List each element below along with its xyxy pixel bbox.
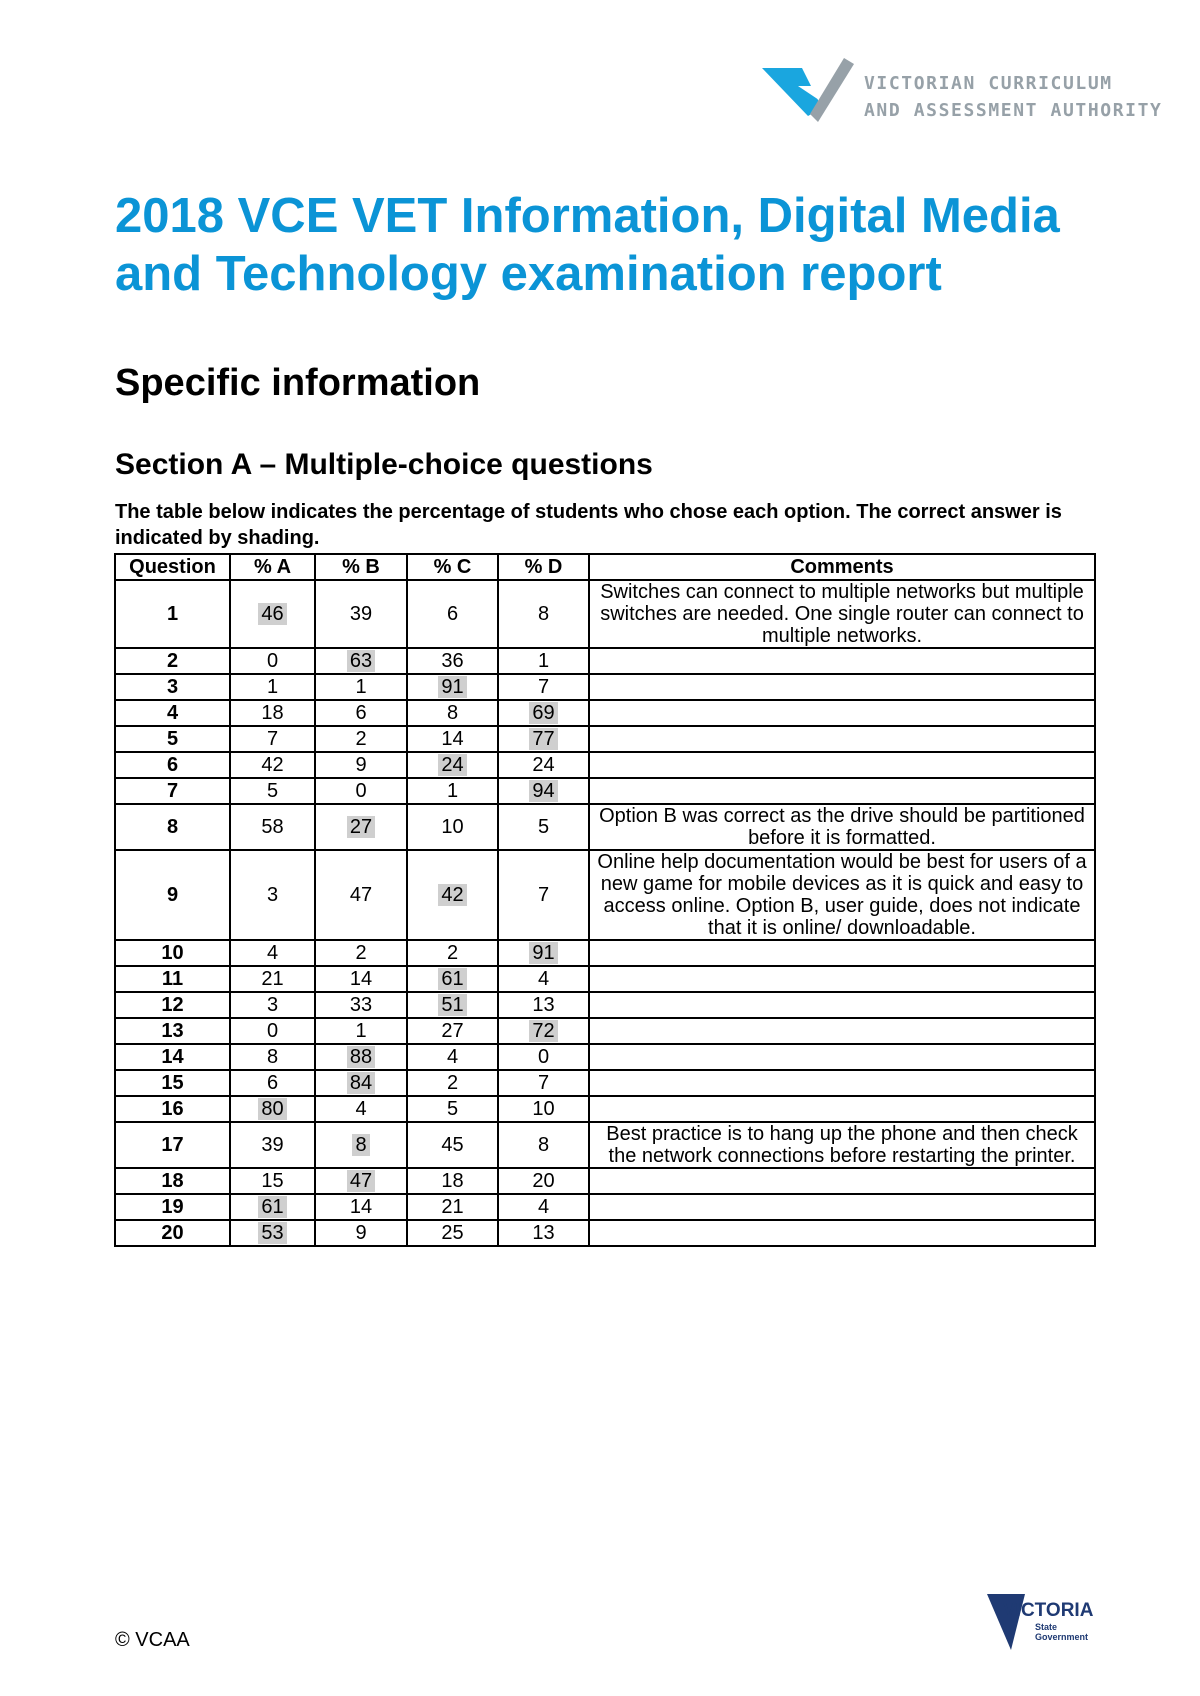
- option-value: 8: [446, 702, 459, 724]
- option-a-cell: [230, 726, 315, 752]
- option-value: 42: [261, 754, 284, 776]
- option-c-cell: [407, 1096, 498, 1122]
- option-b-cell: [315, 1168, 407, 1194]
- option-value: 7: [266, 728, 279, 750]
- question-number: 14: [115, 1044, 230, 1070]
- option-value: 58: [261, 816, 284, 838]
- question-number: 10: [115, 940, 230, 966]
- option-value: 1: [537, 650, 550, 672]
- option-a-cell: [230, 992, 315, 1018]
- option-value: 1: [355, 676, 367, 698]
- option-value: 4: [266, 942, 279, 964]
- option-d-cell: [498, 648, 589, 674]
- option-value: 3: [266, 884, 279, 906]
- question-number: 1: [115, 580, 230, 648]
- question-number: 12: [115, 992, 230, 1018]
- option-value: 14: [441, 728, 464, 750]
- comment-cell: [589, 940, 1095, 966]
- title-line-1: 2018 VCE VET Information, Digital Media: [115, 189, 1060, 243]
- correct-answer-value: 91: [438, 676, 466, 698]
- option-value: 2: [446, 942, 459, 964]
- option-c-cell: [407, 850, 498, 940]
- correct-answer-value: 51: [438, 994, 466, 1016]
- option-value: 0: [266, 1020, 279, 1042]
- option-value: 10: [532, 1098, 555, 1120]
- option-value: 0: [355, 780, 367, 802]
- option-value: 2: [355, 728, 367, 750]
- correct-answer-value: 72: [529, 1020, 557, 1042]
- option-d-cell: [498, 992, 589, 1018]
- option-value: 10: [441, 816, 464, 838]
- correct-answer-value: 46: [258, 603, 286, 625]
- option-c-cell: [407, 674, 498, 700]
- option-d-cell: [498, 674, 589, 700]
- option-b-cell: [315, 804, 407, 850]
- question-number: 19: [115, 1194, 230, 1220]
- option-b-cell: [315, 1070, 407, 1096]
- table-row: [115, 940, 1095, 966]
- option-a-cell: [230, 1168, 315, 1194]
- correct-answer-value: 80: [258, 1098, 286, 1120]
- question-number: 3: [115, 674, 230, 700]
- option-value: 21: [261, 968, 284, 990]
- table-row: [115, 850, 1095, 940]
- option-c-cell: [407, 992, 498, 1018]
- option-value: 18: [441, 1170, 464, 1192]
- table-row: [115, 1044, 1095, 1070]
- option-d-cell: [498, 1122, 589, 1168]
- vcaa-logo: [758, 56, 1163, 124]
- header-option-a: % A: [230, 554, 315, 580]
- question-number: 6: [115, 752, 230, 778]
- option-value: 2: [446, 1072, 459, 1094]
- results-table: [114, 553, 1096, 1247]
- option-b-cell: [315, 1122, 407, 1168]
- correct-answer-value: 61: [438, 968, 466, 990]
- option-c-cell: [407, 940, 498, 966]
- option-c-cell: [407, 726, 498, 752]
- table-header-row: [115, 554, 1095, 580]
- correct-answer-value: 69: [529, 702, 557, 724]
- option-value: 6: [355, 702, 367, 724]
- option-d-cell: [498, 700, 589, 726]
- option-b-cell: [315, 1194, 407, 1220]
- option-a-cell: [230, 1096, 315, 1122]
- comment-cell: [589, 726, 1095, 752]
- option-value: 4: [355, 1098, 367, 1120]
- option-d-cell: [498, 778, 589, 804]
- question-number: 20: [115, 1220, 230, 1246]
- table-row: [115, 1122, 1095, 1168]
- option-value: 2: [355, 942, 367, 964]
- option-value: 0: [537, 1046, 550, 1068]
- correct-answer-value: 61: [258, 1196, 286, 1218]
- option-c-cell: [407, 778, 498, 804]
- header-option-d: % D: [498, 554, 589, 580]
- option-value: 13: [532, 994, 555, 1016]
- option-value: 7: [537, 1072, 550, 1094]
- option-c-cell: [407, 752, 498, 778]
- option-value: 6: [266, 1072, 279, 1094]
- option-value: 7: [537, 884, 550, 906]
- table-row: [115, 1194, 1095, 1220]
- comment-cell: [589, 674, 1095, 700]
- question-number: 17: [115, 1122, 230, 1168]
- option-value: 9: [355, 754, 367, 776]
- comment-cell: Switches can connect to multiple networks but multiple switches are needed. One single router can connect to multiple networks.: [589, 580, 1095, 648]
- option-value: 27: [441, 1020, 464, 1042]
- option-a-cell: [230, 966, 315, 992]
- victoria-state-government-logo-icon: [985, 1592, 1095, 1654]
- table-row: [115, 752, 1095, 778]
- option-c-cell: [407, 1194, 498, 1220]
- header-comments: Comments: [589, 554, 1095, 580]
- option-a-cell: [230, 1194, 315, 1220]
- option-d-cell: [498, 804, 589, 850]
- comment-cell: [589, 1018, 1095, 1044]
- vcaa-logo-text: [864, 70, 1163, 124]
- correct-answer-value: 88: [347, 1046, 375, 1068]
- header-option-b: % B: [315, 554, 407, 580]
- option-value: 0: [266, 650, 279, 672]
- option-value: 14: [349, 1196, 373, 1218]
- option-b-cell: [315, 1096, 407, 1122]
- document-title: [115, 187, 1115, 303]
- comment-cell: [589, 1096, 1095, 1122]
- correct-answer-value: 27: [347, 816, 375, 838]
- option-value: 3: [266, 994, 279, 1016]
- intro-text: The table below indicates the percentage of students who chose each option. The correct answer is indicated by shading.: [115, 501, 1062, 549]
- option-value: 1: [446, 780, 459, 802]
- option-b-cell: [315, 752, 407, 778]
- comment-cell: [589, 1194, 1095, 1220]
- question-number: 8: [115, 804, 230, 850]
- table-row: [115, 580, 1095, 648]
- option-b-cell: [315, 940, 407, 966]
- option-d-cell: [498, 1070, 589, 1096]
- option-c-cell: [407, 1070, 498, 1096]
- correct-answer-value: 24: [438, 754, 466, 776]
- option-a-cell: [230, 648, 315, 674]
- option-value: 1: [266, 676, 279, 698]
- option-value: 33: [349, 994, 373, 1016]
- correct-answer-value: 94: [529, 780, 557, 802]
- option-a-cell: [230, 580, 315, 648]
- table-row: [115, 1018, 1095, 1044]
- section-heading: Specific information: [115, 362, 481, 404]
- option-d-cell: [498, 1018, 589, 1044]
- question-number: 18: [115, 1168, 230, 1194]
- option-c-cell: [407, 1168, 498, 1194]
- comment-cell: [589, 1168, 1095, 1194]
- option-a-cell: [230, 1122, 315, 1168]
- option-b-cell: [315, 648, 407, 674]
- table-row: [115, 966, 1095, 992]
- comment-cell: Best practice is to hang up the phone and then check the network connections before restarting the printer.: [589, 1122, 1095, 1168]
- correct-answer-value: 53: [258, 1222, 286, 1244]
- comment-cell: Online help documentation would be best for users of a new game for mobile devices as it is quick and easy to access online. Option B, user guide, does not indicate that it is online/ downloadable.: [589, 850, 1095, 940]
- option-value: 39: [349, 603, 373, 625]
- option-value: 8: [266, 1046, 279, 1068]
- option-d-cell: [498, 1044, 589, 1070]
- question-number: 15: [115, 1070, 230, 1096]
- question-number: 13: [115, 1018, 230, 1044]
- option-d-cell: [498, 726, 589, 752]
- question-number: 7: [115, 778, 230, 804]
- option-c-cell: [407, 966, 498, 992]
- correct-answer-value: 84: [347, 1072, 375, 1094]
- comment-cell: Option B was correct as the drive should be partitioned before it is formatted.: [589, 804, 1095, 850]
- option-value: 13: [532, 1222, 555, 1244]
- option-value: 14: [349, 968, 373, 990]
- question-number: 11: [115, 966, 230, 992]
- option-value: 47: [349, 884, 373, 906]
- comment-cell: [589, 778, 1095, 804]
- option-value: 8: [537, 1134, 550, 1156]
- option-b-cell: [315, 674, 407, 700]
- option-c-cell: [407, 1220, 498, 1246]
- option-value: 7: [537, 676, 550, 698]
- option-value: 1: [355, 1020, 367, 1042]
- option-c-cell: [407, 580, 498, 648]
- option-b-cell: [315, 700, 407, 726]
- gov-logo-main-text: VICTORIA: [1003, 1600, 1094, 1621]
- option-b-cell: [315, 992, 407, 1018]
- option-value: 21: [441, 1196, 464, 1218]
- comment-cell: [589, 1220, 1095, 1246]
- subsection-heading: Section A – Multiple-choice questions: [115, 448, 653, 481]
- title-line-2: and Technology examination report: [115, 247, 942, 301]
- table-row: [115, 778, 1095, 804]
- option-c-cell: [407, 1122, 498, 1168]
- correct-answer-value: 8: [352, 1134, 369, 1156]
- gov-logo-sub2-text: Government: [1035, 1632, 1089, 1642]
- option-a-cell: [230, 674, 315, 700]
- table-row: [115, 1220, 1095, 1246]
- question-number: 4: [115, 700, 230, 726]
- option-c-cell: [407, 1018, 498, 1044]
- comment-cell: [589, 992, 1095, 1018]
- option-d-cell: [498, 940, 589, 966]
- option-value: 36: [441, 650, 464, 672]
- table-row: [115, 1096, 1095, 1122]
- correct-answer-value: 77: [529, 728, 557, 750]
- option-b-cell: [315, 1220, 407, 1246]
- option-a-cell: [230, 1070, 315, 1096]
- question-number: 9: [115, 850, 230, 940]
- table-row: [115, 700, 1095, 726]
- option-b-cell: [315, 1018, 407, 1044]
- comment-cell: [589, 966, 1095, 992]
- option-b-cell: [315, 850, 407, 940]
- option-value: 18: [261, 702, 284, 724]
- option-a-cell: [230, 752, 315, 778]
- option-value: 9: [355, 1222, 367, 1244]
- option-a-cell: [230, 850, 315, 940]
- comment-cell: [589, 1044, 1095, 1070]
- option-value: 45: [441, 1134, 464, 1156]
- table-row: [115, 1070, 1095, 1096]
- option-d-cell: [498, 1096, 589, 1122]
- option-b-cell: [315, 726, 407, 752]
- option-d-cell: [498, 752, 589, 778]
- comment-cell: [589, 648, 1095, 674]
- option-a-cell: [230, 940, 315, 966]
- option-a-cell: [230, 778, 315, 804]
- option-a-cell: [230, 804, 315, 850]
- option-b-cell: [315, 580, 407, 648]
- logo-line-2: AND ASSESSMENT AUTHORITY: [864, 100, 1163, 121]
- header-option-c: % C: [407, 554, 498, 580]
- option-value: 6: [446, 603, 459, 625]
- option-d-cell: [498, 1194, 589, 1220]
- option-b-cell: [315, 778, 407, 804]
- option-value: 4: [537, 968, 550, 990]
- comment-cell: [589, 1070, 1095, 1096]
- option-a-cell: [230, 1220, 315, 1246]
- option-c-cell: [407, 804, 498, 850]
- option-value: 15: [261, 1170, 284, 1192]
- option-c-cell: [407, 1044, 498, 1070]
- option-value: 5: [537, 816, 550, 838]
- table-row: [115, 1168, 1095, 1194]
- option-value: 24: [532, 754, 555, 776]
- option-value: 39: [261, 1134, 284, 1156]
- vcaa-logo-mark-icon: [758, 56, 858, 124]
- option-a-cell: [230, 1044, 315, 1070]
- correct-answer-value: 91: [529, 942, 557, 964]
- option-d-cell: [498, 966, 589, 992]
- option-value: 4: [537, 1196, 550, 1218]
- comment-cell: [589, 700, 1095, 726]
- option-value: 5: [266, 780, 279, 802]
- option-a-cell: [230, 700, 315, 726]
- question-number: 16: [115, 1096, 230, 1122]
- gov-logo-sub1-text: State: [1035, 1622, 1058, 1632]
- option-d-cell: [498, 1168, 589, 1194]
- option-d-cell: [498, 1220, 589, 1246]
- question-number: 2: [115, 648, 230, 674]
- table-row: [115, 648, 1095, 674]
- question-number: 5: [115, 726, 230, 752]
- correct-answer-value: 63: [347, 650, 375, 672]
- correct-answer-value: 47: [347, 1170, 375, 1192]
- option-value: 4: [446, 1046, 459, 1068]
- option-value: 25: [441, 1222, 464, 1244]
- table-row: [115, 674, 1095, 700]
- table-row: [115, 992, 1095, 1018]
- option-b-cell: [315, 1044, 407, 1070]
- logo-line-1: VICTORIAN CURRICULUM: [864, 73, 1113, 94]
- option-value: 20: [532, 1170, 555, 1192]
- option-c-cell: [407, 700, 498, 726]
- option-d-cell: [498, 850, 589, 940]
- option-value: 8: [537, 603, 550, 625]
- option-b-cell: [315, 966, 407, 992]
- option-c-cell: [407, 648, 498, 674]
- option-d-cell: [498, 580, 589, 648]
- table-row: [115, 804, 1095, 850]
- correct-answer-value: 42: [438, 884, 466, 906]
- header-question: Question: [115, 554, 230, 580]
- comment-cell: [589, 752, 1095, 778]
- option-a-cell: [230, 1018, 315, 1044]
- option-value: 5: [446, 1098, 459, 1120]
- copyright: © VCAA: [115, 1629, 190, 1651]
- table-row: [115, 726, 1095, 752]
